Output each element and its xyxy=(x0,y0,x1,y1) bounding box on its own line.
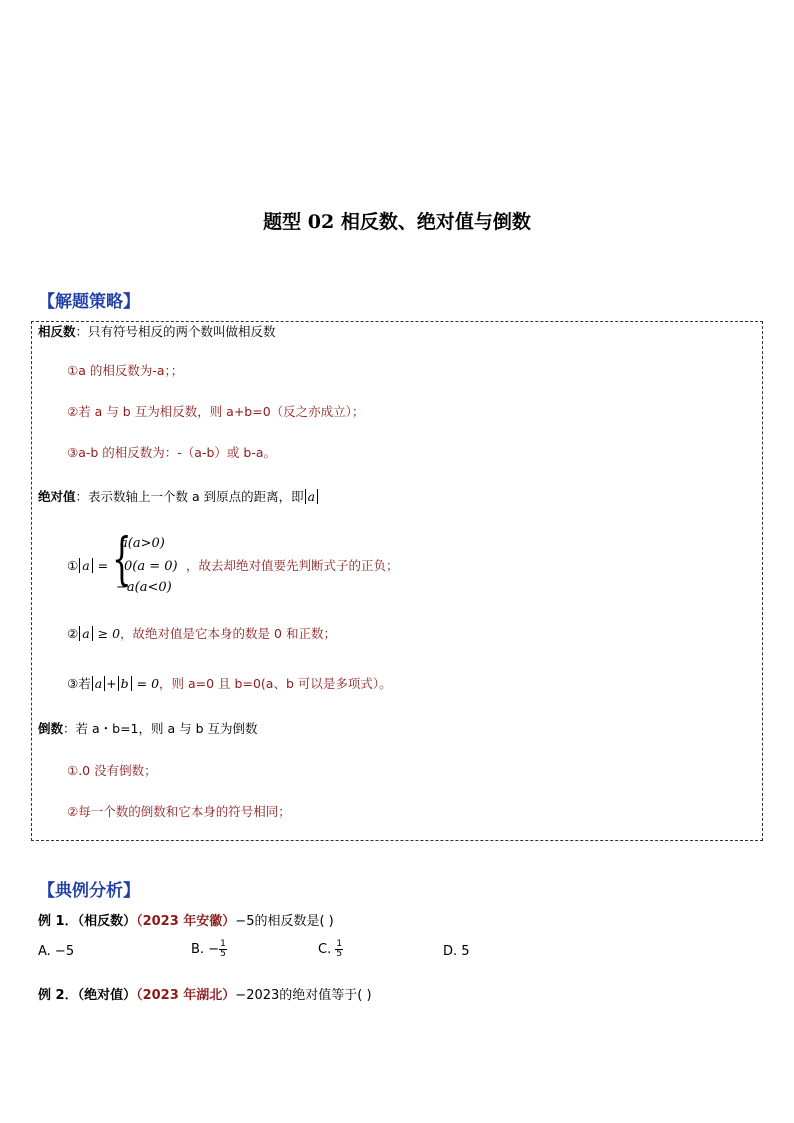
opposite-item-2: ②若 a 与 b 互为相反数，则 a+b=0（反之亦成立）； xyxy=(67,404,365,419)
option-b[interactable]: B. − $\frac{1}{5}$ xyxy=(191,939,226,959)
page-title: 题型 02 相反数、绝对值与倒数 xyxy=(263,211,531,233)
case-negative: −a(a<0) xyxy=(116,580,172,595)
case-positive: a(a>0) xyxy=(120,536,165,551)
opposite-definition: 相反数：只有符号相反的两个数叫做相反数 xyxy=(38,324,276,339)
option-a[interactable]: A. −5 xyxy=(38,944,75,959)
examples-header: 【典例分析】 xyxy=(38,881,140,901)
reciprocal-item-1: ①.0 没有倒数； xyxy=(67,763,157,778)
example-2: 例 2．（绝对值）（2023 年湖北）−2023的绝对值等于( ) xyxy=(38,988,372,1003)
option-c[interactable]: C. $\frac{1}{5}$ xyxy=(318,939,343,959)
option-d[interactable]: D. 5 xyxy=(443,944,470,959)
fraction: $\frac{1}{5}$ xyxy=(220,939,226,959)
fraction: $\frac{1}{5}$ xyxy=(336,939,343,959)
strategy-header: 【解题策略】 xyxy=(38,292,140,312)
absolute-item-2: ② a ≥ 0，故绝对值是它本身的数是 0 和正数； xyxy=(67,626,336,641)
absolute-definition: 绝对值：表示数轴上一个数 a 到原点的距离，即 a xyxy=(38,489,319,505)
reciprocal-item-2: ②每一个数的倒数和它本身的符号相同； xyxy=(67,804,291,819)
case-zero: 0(a = 0) xyxy=(124,559,178,574)
reciprocal-definition: 倒数：若 a・b=1，则 a 与 b 互为倒数 xyxy=(38,721,258,736)
opposite-item-3: ③a-b 的相反数为：-（a-b）或 b-a。 xyxy=(67,445,276,460)
absolute-item-1-prefix: ① a = xyxy=(67,558,109,573)
absolute-item-1-note: ，故去却绝对值要先判断式子的正负； xyxy=(186,558,399,573)
absolute-item-3: ③若 a + b = 0，则 a=0 且 b=0(a、b 可以是多项式）。 xyxy=(67,676,392,691)
opposite-item-1: ①a 的相反数为-a；； xyxy=(67,363,184,378)
example-1: 例 1．（相反数）（2023 年安徽）−5的相反数是( ) xyxy=(38,914,334,929)
piecewise-brace: { xyxy=(112,527,132,592)
